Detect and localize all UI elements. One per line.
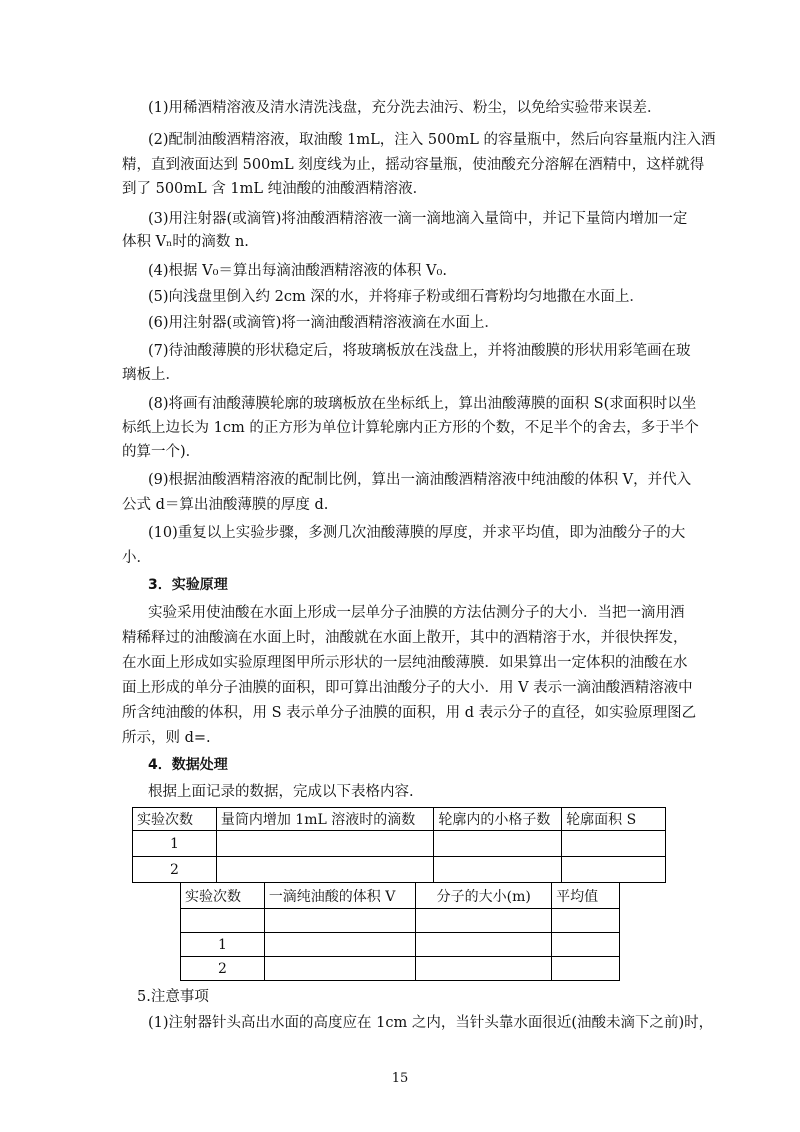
table-1-header: 轮廓内的小格子数	[434, 808, 562, 831]
step-6: (6)用注射器(或滴管)将一滴油酸酒精溶液滴在水面上．	[148, 315, 499, 331]
table-row	[181, 957, 620, 981]
principle-line-1: 实验采用使油酸在水面上形成一层单分子油膜的方法估测分子的大小．当把一滴用酒	[148, 605, 685, 621]
table-cell	[562, 831, 666, 857]
principle-heading: 3．实验原理	[148, 577, 228, 593]
step-8-line-1: (8)将画有油酸薄膜轮廓的玻璃板放在坐标纸上，算出油酸薄膜的面积 S(求面积时以坐	[148, 396, 697, 412]
table-cell	[434, 831, 562, 857]
data-processing-heading: 4．数据处理	[148, 757, 228, 773]
principle-line-2: 精稀释过的油酸滴在水面上时，油酸就在水面上散开，其中的酒精溶于水，并很快挥发，	[122, 630, 688, 646]
results-table-2	[180, 882, 620, 981]
principle-line-6: 所示，则 d=.	[122, 730, 211, 746]
table-cell	[552, 957, 620, 981]
notes-line-1: (1)注射器针头高出水面的高度应在 1cm 之内，当针头靠水面很近(油酸未滴下之前)时，	[148, 1015, 714, 1031]
step-10-line-1: (10)重复以上实验步骤，多测几次油酸薄膜的厚度，并求平均值，即为油酸分子的大	[148, 525, 686, 541]
table-cell	[552, 933, 620, 957]
step-8-line-3: 的算一个)．	[122, 444, 201, 460]
principle-line-4: 面上形成的单分子油膜的面积，即可算出油酸分子的大小．用 V 表示一滴油酸酒精溶液中	[122, 680, 693, 696]
results-table-1	[132, 807, 666, 883]
table-cell: 1	[181, 933, 265, 957]
table-cell	[416, 957, 552, 981]
step-9-line-2: 公式 d＝算出油酸薄膜的厚度 d.	[122, 497, 329, 513]
table-2-header: 分子的大小(m)	[416, 883, 552, 909]
step-5: (5)向浅盘里倒入约 2cm 深的水，并将痱子粉或细石膏粉均匀地撒在水面上．	[148, 289, 644, 305]
step-3-line-2: 体积 Vₙ时的滴数 n.	[122, 234, 249, 250]
step-10-line-2: 小．	[122, 550, 151, 566]
table-1-header: 轮廓面积 S	[562, 808, 666, 831]
table-1-header: 实验次数	[133, 808, 217, 831]
table-row	[181, 933, 620, 957]
step-1: (1)用稀酒精溶液及清水清洗浅盘，充分洗去油污、粉尘，以免给实验带来误差．	[148, 100, 662, 116]
table-cell	[552, 909, 620, 933]
step-7-line-2: 璃板上．	[122, 367, 180, 383]
principle-line-3: 在水面上形成如实验原理图甲所示形状的一层纯油酸薄膜．如果算出一定体积的油酸在水	[122, 655, 688, 671]
table-cell: 2	[133, 857, 217, 883]
table-cell: 1	[133, 831, 217, 857]
step-2-line-2: 精，直到液面达到 500mL 刻度线为止，摇动容量瓶，使油酸充分溶解在酒精中，这样就得	[122, 157, 705, 173]
table-cell	[416, 909, 552, 933]
table-cell	[264, 909, 416, 933]
table-cell	[264, 957, 416, 981]
page-number: 15	[391, 1071, 409, 1086]
table-row	[181, 909, 620, 933]
table-cell	[216, 857, 434, 883]
table-row	[133, 831, 666, 857]
table-row	[133, 857, 666, 883]
data-processing-intro: 根据上面记录的数据，完成以下表格内容.	[148, 784, 414, 800]
step-4: (4)根据 V₀＝算出每滴油酸酒精溶液的体积 V₀.	[148, 263, 447, 279]
table-2-header: 平均值	[552, 883, 620, 909]
table-1-header-row	[133, 808, 666, 831]
step-2-line-3: 到了 500mL 含 1mL 纯油酸的油酸酒精溶液．	[122, 181, 428, 197]
table-cell	[181, 909, 265, 933]
step-2-line-1: (2)配制油酸酒精溶液，取油酸 1mL，注入 500mL 的容量瓶中，然后向容量瓶内注入酒	[148, 132, 716, 148]
principle-line-5: 所含纯油酸的体积，用 S 表示单分子油膜的面积，用 d 表示分子的直径，如实验原理图乙	[122, 705, 697, 721]
table-cell: 2	[181, 957, 265, 981]
step-3-line-1: (3)用注射器(或滴管)将油酸酒精溶液一滴一滴地滴入量筒中，并记下量筒内增加一定	[148, 211, 688, 227]
table-1-header: 量筒内增加 1mL 溶液时的滴数	[216, 808, 434, 831]
table-cell	[216, 831, 434, 857]
table-cell	[562, 857, 666, 883]
step-9-line-1: (9)根据油酸酒精溶液的配制比例，算出一滴油酸酒精溶液中纯油酸的体积 V，并代入	[148, 472, 692, 488]
notes-heading: 5.注意事项	[137, 989, 209, 1005]
table-2-header: 一滴纯油酸的体积 V	[264, 883, 416, 909]
table-cell	[264, 933, 416, 957]
table-2-header-row	[181, 883, 620, 909]
table-cell	[434, 857, 562, 883]
table-2-header: 实验次数	[181, 883, 265, 909]
table-cell	[416, 933, 552, 957]
step-7-line-1: (7)待油酸薄膜的形状稳定后，将玻璃板放在浅盘上，并将油酸膜的形状用彩笔画在玻	[148, 343, 691, 359]
step-8-line-2: 标纸上边长为 1cm 的正方形为单位计算轮廓内正方形的个数，不足半个的舍去，多于半个	[122, 420, 699, 436]
